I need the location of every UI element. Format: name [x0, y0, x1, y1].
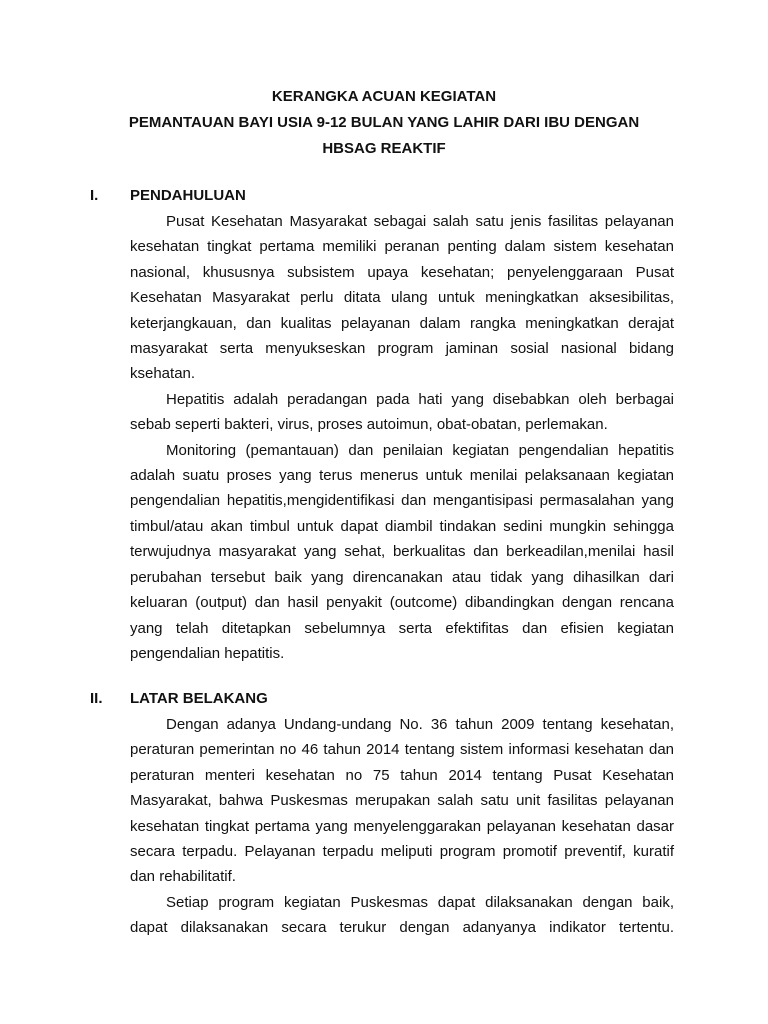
paragraph: Setiap program kegiatan Puskesmas dapat dilaksanakan dengan baik, dapat dilaksanakan secara terukur dengan adanyanya indikator tertentu. — [130, 893, 674, 937]
section-latar-belakang — [0, 686, 768, 941]
section-title: LATAR BELAKANG — [130, 690, 268, 707]
paragraph: Pusat Kesehatan Masyarakat sebagai salah satu jenis fasilitas pelayanan kesehatan tingkat pertama memiliki peranan penting dalam sistem kesehatan nasional, khususnya subsistem upaya kesehatan; penyelenggaraan Pusat Kesehatan Masyarakat perlu ditata ulang untuk meningkatkan aksesibilitas, keterjangkauan, dan kualitas pelayanan dalam rangka meningkatkan derajat masyarakat serta menyukseskan program jaminan sosial nasional bidang ksehatan. — [130, 213, 674, 383]
section-heading — [0, 183, 768, 209]
section-heading — [0, 686, 768, 712]
paragraph: Dengan adanya Undang-undang No. 36 tahun 2009 tentang kesehatan, peraturan pemerintan no 46 tahun 2014 tentang sistem informasi kesehatan dan peraturan menteri kesehatan no 75 tahun 2014 tentang Pusat Kesehatan Masyarakat, bahwa Puskesmas merupakan salah satu unit fasilitas pelayanan kesehatan tingkat pertama yang menyelenggarakan pelayanan kesehatan dasar secara terpadu. Pelayanan terpadu meliputi program promotif preventif, kuratif dan rehabilitatif. — [130, 716, 674, 886]
section-body — [130, 712, 674, 941]
paragraph: Hepatitis adalah peradangan pada hati yang disebabkan oleh berbagai sebab seperti bakteri, virus, proses autoimun, obat-obatan, perlemakan. — [130, 390, 674, 434]
document-title — [0, 84, 768, 162]
title-line-2: PEMANTAUAN BAYI USIA 9-12 BULAN YANG LAHIR DARI IBU DENGAN — [128, 114, 640, 131]
section-body — [130, 209, 674, 666]
title-line-3: HBSAG REAKTIF — [322, 140, 446, 157]
section-title: PENDAHULUAN — [130, 187, 246, 204]
title-line-1: KERANGKA ACUAN KEGIATAN — [271, 88, 497, 105]
paragraph: Monitoring (pemantauan) dan penilaian kegiatan pengendalian hepatitis adalah suatu proses yang terus menerus untuk menilai pelaksanaan kegiatan pengendalian hepatitis,mengidentifikasi dan mengantisipasi permasalahan yang timbul/atau akan timbul untuk dapat diambil tindakan sedini mungkin sehingga terwujudnya masyarakat yang sehat, berkualitas dan berkeadilan,menilai hasil perubahan tersebut baik yang direncanakan atau tidak yang dihasilkan dari keluaran (output) dan hasil penyakit (outcome) dibandingkan dengan rencana yang telah ditetapkan sebelumnya serta efektifitas dan efisien kegiatan pengendalian hepatitis. — [130, 441, 674, 662]
section-number: I. — [90, 187, 99, 204]
section-number: II. — [90, 690, 103, 707]
section-pendahuluan — [0, 183, 768, 666]
